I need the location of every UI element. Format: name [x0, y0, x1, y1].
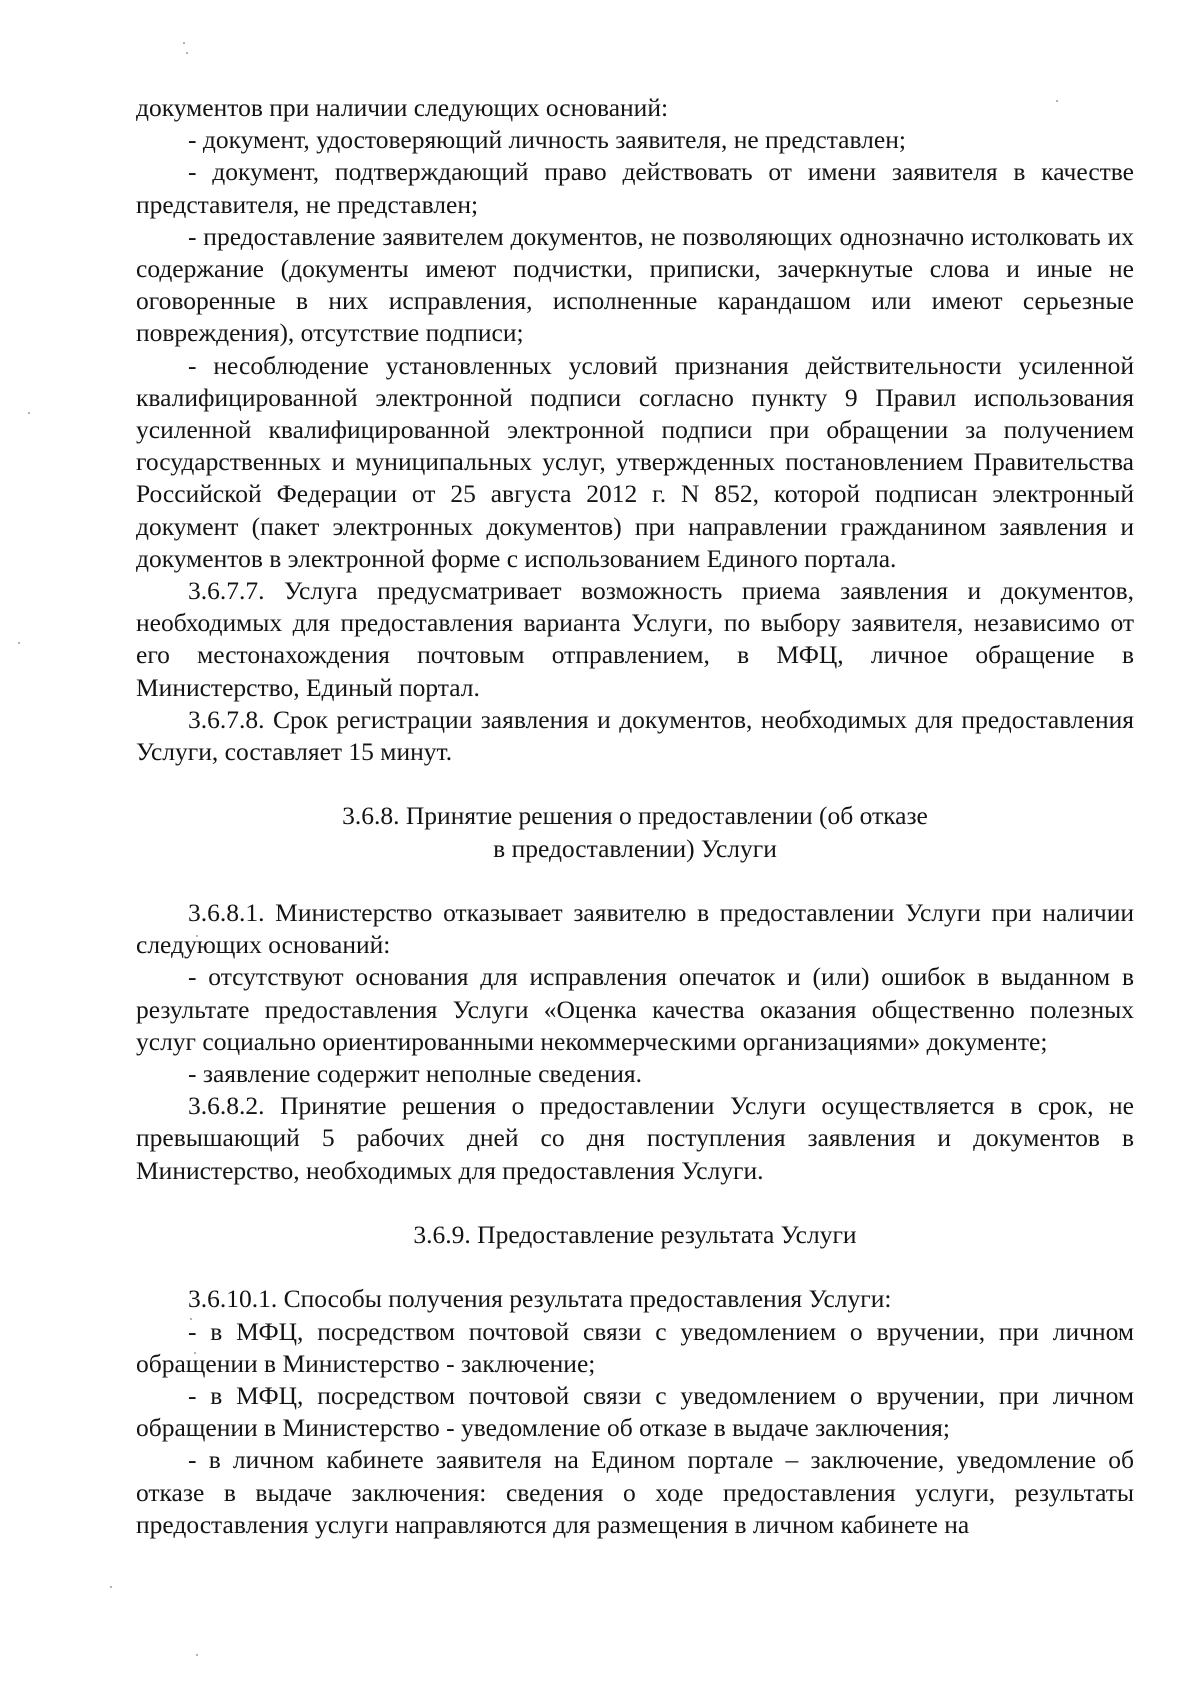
paragraph: 3.6.10.1. Способы получения результата предоставления Услуги: [188, 1284, 892, 1314]
scan-speck [196, 1654, 198, 1656]
scan-speck [18, 642, 20, 644]
section-heading: 3.6.9. Предоставление результата Услуги [413, 1220, 857, 1250]
list-item: - в МФЦ, посредством почтовой связи с уведомлением о вручении, при личном обращении в Министерство - уведомление об отказе в выдаче заключения; [136, 1381, 1134, 1443]
paragraph: 3.6.8.2. Принятие решения о предоставлении Услуги осуществляется в срок, не превышающий 5 рабочих дней со дня поступления заявления и документов в Министерство, необходимых для предоставления Услуги. [136, 1091, 1134, 1185]
paragraph: 3.6.7.8. Срок регистрации заявления и документов, необходимых для предоставления Услуги, составляет 15 минут. [136, 704, 1134, 767]
list-item: - отсутствуют основания для исправления опечаток и (или) ошибок в выданном в результате предоставления Услуги «Оценка качества оказания общественно полезных услуг социально ориентированными некоммерческими организациями» документе; [136, 962, 1134, 1056]
document-body [136, 92, 1134, 1541]
paragraph: 3.6.8.1. Министерство отказывает заявителю в предоставлении Услуги при наличии следующих оснований: [136, 898, 1134, 960]
scan-speck [28, 412, 30, 414]
section-heading-line: 3.6.8. Принятие решения о предоставлении (об отказе [342, 801, 928, 831]
list-item: - в МФЦ, посредством почтовой связи с уведомлением о вручении, при личном обращении в Министерство - заключение; [136, 1316, 1134, 1378]
scan-speck [110, 1586, 112, 1588]
list-item: - документ, удостоверяющий личность заявителя, не представлен; [188, 125, 906, 155]
scan-speck [183, 42, 185, 44]
list-item: - заявление содержит неполные сведения. [188, 1059, 642, 1089]
list-item: - несоблюдение установленных условий признания действительности усиленной квалифицированной электронной подписи согласно пункту 9 Правил использования усиленной квалифицированной электронной подписи при обращении за получением государственных и муниципальных услуг, утвержденных постановлением Правительства Российской Федерации от 25 августа 2012 г. N 852, которой подписан электронный документ (пакет электронных документов) при направлении гражданином заявления и документов в электронной форме с использованием Единого портала. [136, 350, 1134, 573]
paragraph: 3.6.7.7. Услуга предусматривает возможность приема заявления и документов, необходимых для предоставления варианта Услуги, по выбору заявителя, независимо от его местонахождения почтовым отправлением, в МФЦ, личное обращение в Министерство, Единый портал. [136, 576, 1134, 702]
scan-speck [186, 52, 188, 54]
paragraph: документов при наличии следующих оснований: [136, 93, 669, 122]
list-item: - в личном кабинете заявителя на Едином портале – заключение, уведомление об отказе в выдаче заключения: сведения о ходе предоставления услуги, результаты предоставления услуги направляются для размещения в личном кабинете на [136, 1445, 1134, 1539]
list-item: - документ, подтверждающий право действовать от имени заявителя в качестве представителя, не представлен; [136, 157, 1134, 219]
list-item: - предоставление заявителем документов, не позволяющих однозначно истолковать их содержание (документы имеют подчистки, приписки, зачеркнутые слова и иные не оговоренные в них исправления, исполненные карандашом или имеют серьезные повреждения), отсутствие подписи; [136, 221, 1134, 348]
section-heading-line: в предоставлении) Услуги [493, 833, 777, 863]
